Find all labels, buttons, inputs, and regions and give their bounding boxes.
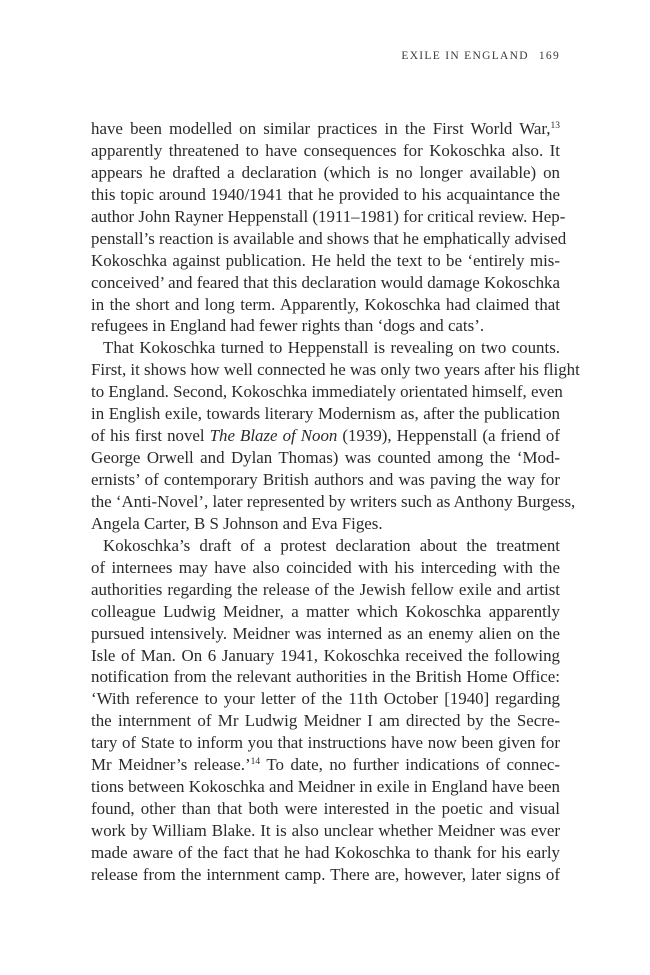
text-line xyxy=(91,425,560,447)
running-head xyxy=(401,50,560,62)
page-number: 169 xyxy=(538,50,560,62)
text-line: author John Rayner Heppenstall (1911–1981) for critical review. Hep- xyxy=(91,206,566,226)
text-line: Angela Carter, B S Johnson and Eva Figes. xyxy=(91,513,383,533)
line-text: Mr Meidner’s release.’ xyxy=(91,755,251,775)
footnote-ref-13[interactable]: 13 xyxy=(550,121,560,131)
paragraph-3 xyxy=(91,535,560,886)
text-line: tions between Kokoschka and Meidner in exile in England have been xyxy=(91,777,560,797)
text-line: Isle of Man. On 6 January 1941, Kokoschka received the following xyxy=(91,645,560,665)
line-text: of his first novel xyxy=(91,426,210,446)
text-line: George Orwell and Dylan Thomas) was counted among the ‘Mod- xyxy=(91,448,560,468)
paragraph-2 xyxy=(91,337,580,534)
text-line: found, other than that both were interested in the poetic and visual xyxy=(91,799,560,819)
line-text: To date, no further indications of connec- xyxy=(260,755,560,775)
text-line: work by William Blake. It is also unclear whether Meidner was ever xyxy=(91,821,560,840)
paragraph-1 xyxy=(91,118,567,337)
text-line: to England. Second, Kokoschka immediately orientated himself, even xyxy=(91,382,563,402)
text-line: in English exile, towards literary Modernism as, after the publication xyxy=(91,404,560,424)
text-line: pursued intensively. Meidner was interned as an enemy alien on the xyxy=(91,623,560,643)
text-line: this topic around 1940/1941 that he provided to his acquaintance the xyxy=(91,184,560,204)
text-line: ernists’ of contemporary British authors and was paving the way for xyxy=(91,470,560,489)
text-line: penstall’s reaction is available and shows that he emphatically advised xyxy=(91,228,567,248)
text-line: That Kokoschka turned to Heppenstall is revealing on two counts. xyxy=(103,338,560,358)
text-line: the internment of Mr Ludwig Meidner I am directed by the Secre- xyxy=(91,711,560,731)
text-line: made aware of the fact that he had Kokoschka to thank for his early xyxy=(91,842,560,862)
text-line: conceived’ and feared that this declaration would damage Kokoschka xyxy=(91,272,560,292)
line-text: have been modelled on similar practices in the First World War, xyxy=(91,119,551,138)
text-line: notification from the relevant authorities in the British Home Office: xyxy=(91,667,560,687)
text-line: in the short and long term. Apparently, Kokoschka had claimed that xyxy=(91,294,560,314)
text-line: appears he drafted a declaration (which is no longer available) on xyxy=(91,162,560,182)
text-line: refugees in England had fewer rights than ‘dogs and cats’. xyxy=(91,316,485,336)
footnote-ref-14[interactable]: 14 xyxy=(250,757,261,768)
text-line xyxy=(91,118,560,140)
text-line: release from the internment camp. There are, however, later signs of xyxy=(91,864,560,884)
text-line: Kokoschka’s draft of a protest declaration about the treatment xyxy=(103,535,560,555)
running-title: EXILE IN ENGLAND xyxy=(401,50,529,62)
text-line: tary of State to inform you that instructions have now been given for xyxy=(91,733,560,753)
text-line xyxy=(91,754,560,776)
text-line: the ‘Anti-Novel’, later represented by writers such as Anthony Burgess, xyxy=(91,491,576,511)
text-line: of internees may have also coincided with his interceding with the xyxy=(91,557,560,577)
text-line: First, it shows how well connected he was only two years after his flight xyxy=(91,360,580,380)
text-line: ‘With reference to your letter of the 11th October [1940] regarding xyxy=(91,689,560,709)
text-line: Kokoschka against publication. He held the text to be ‘entirely mis- xyxy=(91,250,560,270)
book-title: The Blaze of Noon xyxy=(209,426,338,446)
text-line: authorities regarding the release of the Jewish fellow exile and artist xyxy=(91,579,560,599)
text-line: colleague Ludwig Meidner, a matter which Kokoschka apparently xyxy=(91,601,560,621)
line-text: (1939), Heppenstall (a friend of xyxy=(337,426,560,446)
text-line: apparently threatened to have consequences for Kokoschka also. It xyxy=(91,140,560,160)
body-text xyxy=(91,118,580,886)
